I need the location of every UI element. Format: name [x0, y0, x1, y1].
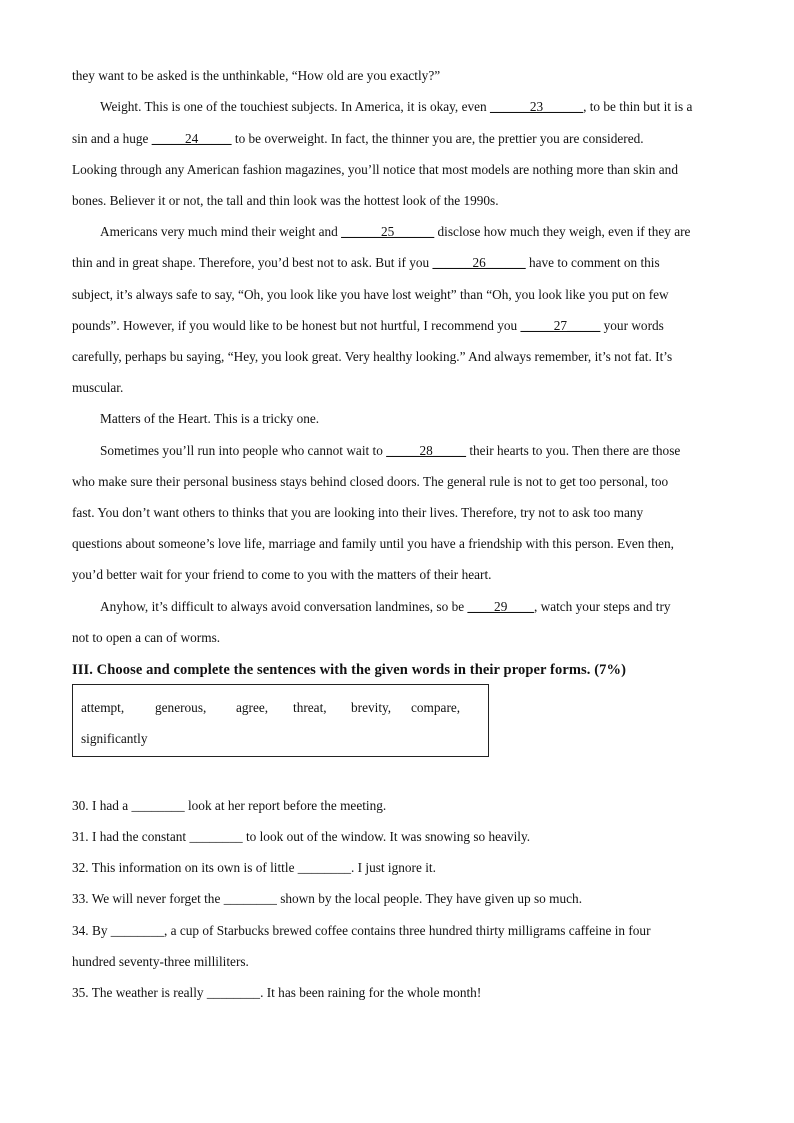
- passage-text: to be overweight. In fact, the thinner you are, the prettier you are considered.: [231, 131, 644, 146]
- passage-text: bones. Believer it or not, the tall and thin look was the hottest look of the 1990s.: [72, 193, 499, 208]
- answer-blank[interactable]: ________: [189, 829, 243, 844]
- passage-text: who make sure their personal business stays behind closed doors. The general rule is not to get too personal, too: [72, 474, 669, 489]
- question-text: . It has been raining for the whole month!: [260, 985, 482, 1000]
- passage-text: fast. You don’t want others to thinks that you are looking into their lives. Therefore, try not to ask too many: [72, 505, 644, 520]
- passage-line: [72, 349, 722, 365]
- word-bank-item: threat,: [293, 700, 327, 715]
- passage-line: [72, 68, 722, 84]
- passage-line: [72, 380, 722, 396]
- answer-blank[interactable]: ________: [223, 891, 277, 906]
- passage-line: [72, 567, 722, 583]
- passage-text: their hearts to you. Then there are those: [466, 443, 681, 458]
- passage-line: [72, 536, 722, 552]
- passage-text: sin and a huge: [72, 131, 152, 146]
- passage-text: Weight. This is one of the touchiest subjects. In America, it is okay, even: [100, 99, 490, 114]
- question-text: , a cup of Starbucks brewed coffee contains three hundred thirty milligrams caffeine in four: [163, 923, 651, 938]
- passage-line: [72, 474, 722, 490]
- blank-25[interactable]: ______25______: [341, 224, 435, 239]
- question-text: 34. By: [72, 923, 111, 938]
- passage-text: not to open a can of worms.: [72, 630, 221, 645]
- passage-line: [72, 131, 722, 147]
- passage-text: Looking through any American fashion magazines, you’ll notice that most models are nothing more than skin and: [72, 162, 678, 177]
- passage-text: have to comment on this: [525, 255, 660, 270]
- passage-text: they want to be asked is the unthinkable, “How old are you exactly?”: [72, 68, 441, 83]
- section-heading: III. Choose and complete the sentences with the given words in their proper forms. (7%): [72, 662, 627, 678]
- passage-line: [72, 287, 722, 303]
- paragraph-americans: [100, 224, 720, 240]
- passage-text: thin and in great shape. Therefore, you’d best not to ask. But if you: [72, 255, 433, 270]
- word-bank-item: compare,: [411, 700, 461, 715]
- answer-blank[interactable]: ________: [110, 923, 164, 938]
- question-text: look at her report before the meeting.: [184, 798, 387, 813]
- passage-text: , to be thin but it is a: [583, 99, 693, 114]
- question-35: [72, 985, 722, 1001]
- question-text: 32. This information on its own is of little: [72, 860, 298, 875]
- word-bank-item: agree,: [236, 700, 269, 715]
- passage-text: carefully, perhaps bu saying, “Hey, you look great. Very healthy looking.” And always remember, it’s not fat. It’s: [72, 349, 673, 364]
- passage-text: your words: [600, 318, 664, 333]
- passage-text: you’d better wait for your friend to come to you with the matters of their heart.: [72, 567, 492, 582]
- answer-blank[interactable]: ________: [297, 860, 351, 875]
- question-34: [72, 923, 722, 939]
- word-bank-item: generous,: [155, 700, 207, 715]
- paragraph-weight: [100, 99, 720, 115]
- question-30: [72, 798, 722, 814]
- word-bank-item: brevity,: [351, 700, 392, 715]
- word-bank-item: attempt,: [81, 700, 125, 715]
- paragraph-anyhow: [100, 599, 720, 615]
- passage-text: disclose how much they weigh, even if they are: [434, 224, 691, 239]
- passage-line: [72, 630, 722, 646]
- passage-text: Matters of the Heart. This is a tricky one.: [100, 411, 320, 426]
- question-text: 31. I had the constant: [72, 829, 190, 844]
- passage-line: [72, 505, 722, 521]
- question-text: 30. I had a: [72, 798, 132, 813]
- passage-line: [72, 318, 722, 334]
- answer-blank[interactable]: ________: [206, 985, 261, 1000]
- passage-line: [72, 162, 722, 178]
- blank-28[interactable]: _____28_____: [386, 443, 466, 458]
- question-text: 33. We will never forget the: [72, 891, 224, 906]
- passage-line: [72, 255, 722, 271]
- question-text: to look out of the window. It was snowing so heavily.: [242, 829, 531, 844]
- question-33: [72, 891, 722, 907]
- blank-23[interactable]: ______23______: [490, 99, 584, 114]
- blank-27[interactable]: _____27_____: [520, 318, 601, 333]
- word-bank-box: [72, 684, 489, 757]
- passage-text: questions about someone’s love life, marriage and family until you have a friendship with this person. Even then,: [72, 536, 674, 551]
- question-text: shown by the local people. They have given up so much.: [276, 891, 583, 906]
- word-bank-item: significantly: [81, 731, 148, 746]
- passage-line: [72, 193, 722, 209]
- passage-text: Anyhow, it’s difficult to always avoid conversation landmines, so be: [100, 599, 468, 614]
- passage-text: pounds”. However, if you would like to be honest but not hurtful, I recommend you: [72, 318, 521, 333]
- answer-blank[interactable]: ________: [131, 798, 185, 813]
- passage-text: muscular.: [72, 380, 124, 395]
- blank-26[interactable]: ______26______: [432, 255, 526, 270]
- passage-text: subject, it’s always safe to say, “Oh, you look like you have lost weight” than “Oh, you look like you put on few: [72, 287, 669, 302]
- question-34-continued: [72, 954, 722, 970]
- question-31: [72, 829, 722, 845]
- passage-text: Americans very much mind their weight and: [100, 224, 342, 239]
- question-32: [72, 860, 722, 876]
- passage-text: , watch your steps and try: [533, 599, 671, 614]
- blank-24[interactable]: _____24_____: [151, 131, 232, 146]
- passage-text: Sometimes you’ll run into people who cannot wait to: [100, 443, 387, 458]
- blank-29[interactable]: ____29____: [467, 599, 534, 614]
- paragraph-heart-title: [100, 411, 720, 427]
- question-text: . I just ignore it.: [350, 860, 436, 875]
- question-text: hundred seventy-three milliliters.: [72, 954, 249, 969]
- paragraph-sometimes: [100, 443, 720, 459]
- question-text: 35. The weather is really: [72, 985, 207, 1000]
